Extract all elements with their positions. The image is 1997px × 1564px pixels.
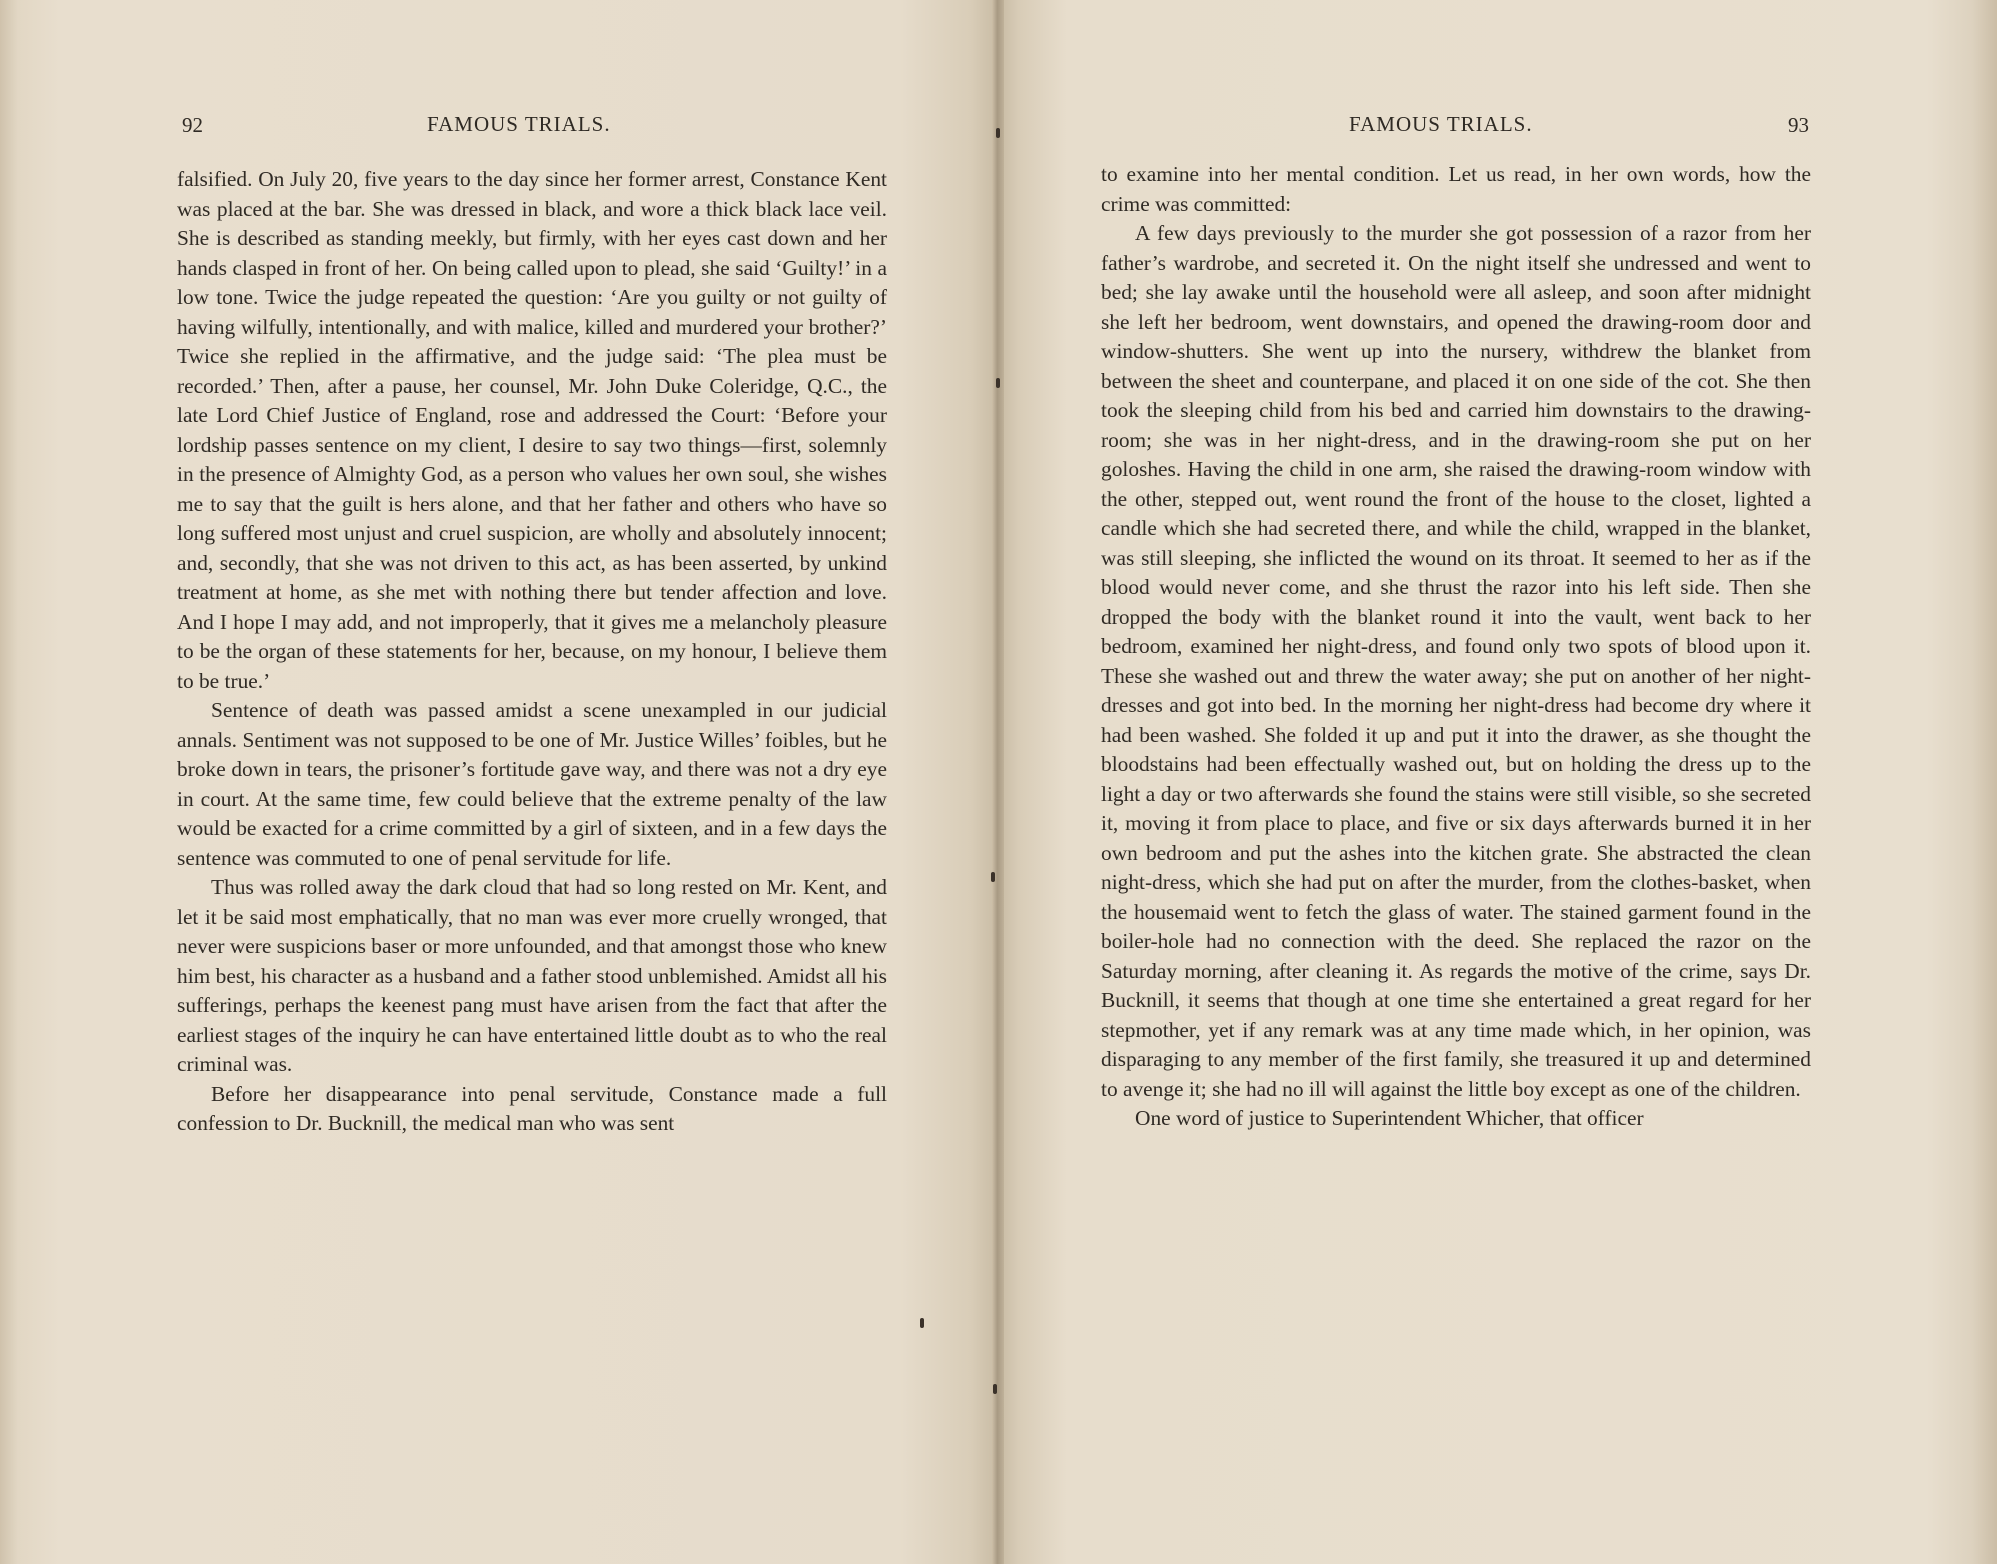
paragraph: One word of justice to Superintendent Whicher, that officer xyxy=(1135,1106,1644,1130)
paragraph: falsified. On July 20, five years to the day since her former arrest, Constance Kent was placed at the bar. She was dressed in black, and wore a thick black lace veil. She is described as standing meekly, but firmly, with her eyes cast down and her hands clasped in front of her. On being called upon to plead, she said ‘Guilty!’ in a low tone. Twice the judge repeated the question: ‘Are you guilty or not guilty of having wilfully, intentionally, and with malice, killed and murdered your brother?’ Twice she replied in the affirmative, and the judge said: ‘The plea must be recorded.’ Then, after a pause, her counsel, Mr. John Duke Coleridge, Q.C., the late Lord Chief Justice of England, rose and addressed the Court: ‘Before your lordship passes sentence on my client, I desire to say two things—first, solemnly in the presence of Almighty God, as a person who values her own soul, she wishes me to say that the guilt is hers alone, and that her father and others who have so long suffered most unjust and cruel suspicion, are wholly and absolutely innocent; and, secondly, that she was not driven to this act, as has been asserted, by unkind treatment at home, as she met with nothing there but tender affection and love. And I hope I may add, and not improperly, that it gives me a melancholy pleasure to be the organ of these statements for her, because, on my honour, I believe them to be true.’ xyxy=(177,167,887,693)
book-gutter xyxy=(992,0,1004,1564)
binding-mark xyxy=(996,128,1000,138)
running-head-left: FAMOUS TRIALS. xyxy=(427,112,611,136)
binding-mark xyxy=(920,1318,924,1328)
binding-mark xyxy=(993,1384,997,1394)
paragraph: A few days previously to the murder she got possession of a razor from her father’s wardrobe, and secreted it. On the night itself she undressed and went to bed; she lay awake until the household were all asleep, and soon after midnight she left her bedroom, went downstairs, and opened the drawing-room door and window-shutters. She went up into the nursery, withdrew the blanket from between the sheet and counterpane, and placed it on one side of the cot. She then took the sleeping child from his bed and carried him downstairs to the drawing-room; she was in her night-dress, and in the drawing-room she put on her goloshes. Having the child in one arm, she raised the drawing-room window with the other, stepped out, went round the front of the house to the closet, lighted a candle which she had secreted there, and while the child, wrapped in the blanket, was still sleeping, she inflicted the wound on its throat. It seemed to her as if the blood would never come, and she thrust the razor into his left side. Then she dropped the body with the blanket round it into the vault, went back to her bedroom, examined her night-dress, and found only two spots of blood upon it. These she washed out and threw the water away; she put on another of her night-dresses and got into bed. In the morning her night-dress had become dry where it had been washed. She folded it up and put it into the drawer, as she thought the bloodstains had been effectually washed out, but on holding the dress up to the light a day or two afterwards she found the stains were still visible, so she secreted it, moving it from place to place, and five or six days afterwards burned it in her own bedroom and put the ashes into the kitchen grate. She abstracted the clean night-dress, which she had put on after the murder, from the clothes-basket, when the housemaid went to fetch the glass of water. The stained garment found in the boiler-hole had no connection with the deed. She replaced the razor on the Saturday morning, after cleaning it. As regards the motive of the crime, says Dr. Bucknill, it seems that though at one time she entertained a great regard for her stepmother, yet if any remark was at any time made which, in her opinion, was disparaging to any member of the first family, she treasured it up and determined to avenge it; she had no ill will against the little boy except as one of the children. xyxy=(1101,221,1811,1101)
left-page-body xyxy=(177,165,887,1139)
binding-mark xyxy=(991,872,995,882)
paragraph: Thus was rolled away the dark cloud that had so long rested on Mr. Kent, and let it be said most emphatically, that no man was ever more cruelly wronged, that never were suspicions baser or more unfounded, and that amongst those who knew him best, his character as a husband and a father stood unblemished. Amidst all his sufferings, perhaps the keenest pang must have arisen from the fact that after the earliest stages of the inquiry he can have entertained little doubt as to who the real criminal was. xyxy=(177,875,887,1076)
left-page xyxy=(0,0,997,1564)
page-number-right: 93 xyxy=(1788,113,1809,137)
paragraph: Before her disappearance into penal servitude, Constance made a full confession to Dr. Bucknill, the medical man who was sent xyxy=(177,1081,887,1135)
paragraph: to examine into her mental condition. Let us read, in her own words, how the crime was committed: xyxy=(1101,162,1811,216)
right-page-body xyxy=(1101,160,1811,1134)
paragraph: Sentence of death was passed amidst a scene unexampled in our judicial annals. Sentiment was not supposed to be one of Mr. Justice Willes’ foibles, but he broke down in tears, the prisoner’s fortitude gave way, and there was not a dry eye in court. At the same time, few could believe that the extreme penalty of the law would be exacted for a crime committed by a girl of sixteen, and in a few days the sentence was commuted to one of penal servitude for life. xyxy=(177,698,887,870)
page-number-left: 92 xyxy=(182,113,203,137)
right-page xyxy=(997,0,1997,1564)
binding-mark xyxy=(996,378,1000,388)
running-head-right: FAMOUS TRIALS. xyxy=(1349,112,1533,136)
